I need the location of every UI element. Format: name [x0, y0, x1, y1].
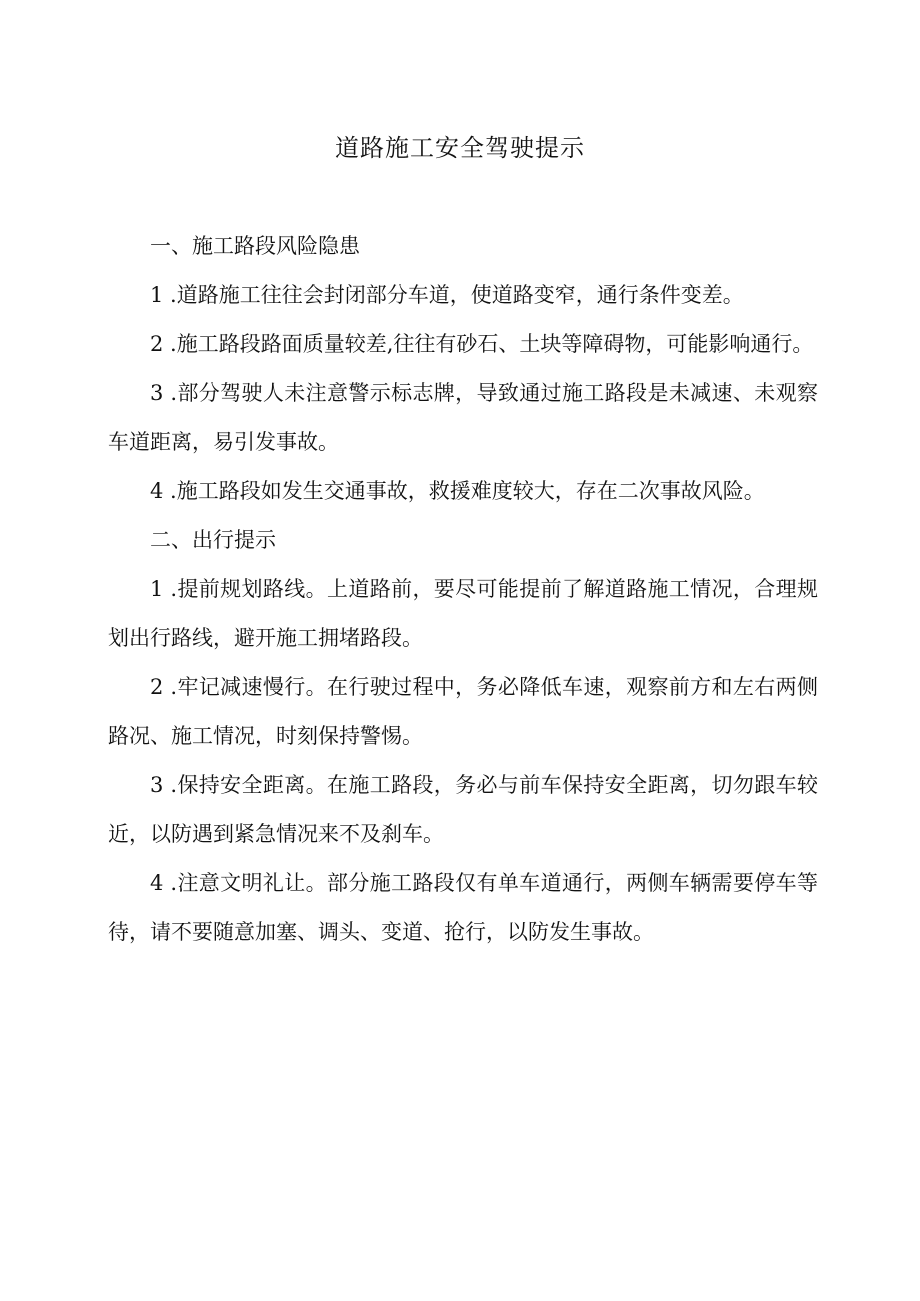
risk-item-4: 4 .施工路段如发生交通事故，救援难度较大，存在二次事故风险。 [150, 479, 765, 503]
risk-item-1: 1 .道路施工往往会封闭部分车道，使道路变窄，通行条件变差。 [150, 283, 744, 307]
tip-item-2: 2 .牢记减速慢行。在行驶过程中，务必降低车速，观察前方和左右两侧路况、施工情况，时刻保持警惕。 [108, 675, 818, 748]
section-heading-tips: 二、出行提示 [150, 528, 276, 552]
tip-item-3: 3 .保持安全距离。在施工路段，务必与前车保持安全距离，切勿跟车较近，以防遇到紧急情况来不及刹车。 [108, 773, 818, 846]
section-heading-risks: 一、施工路段风险隐患 [150, 234, 360, 258]
risk-item-3: 3 .部分驾驶人未注意警示标志牌，导致通过施工路段是未减速、未观察车道距离，易引发事故。 [108, 381, 818, 454]
tip-item-4: 4 .注意文明礼让。部分施工路段仅有单车道通行，两侧车辆需要停车等待，请不要随意加塞、调头、变道、抢行，以防发生事故。 [108, 871, 818, 944]
document-body [108, 222, 818, 957]
document-title: 道路施工安全驾驶提示 [335, 134, 585, 162]
risk-item-2: 2 .施工路段路面质量较差,往往有砂石、土块等障碍物，可能影响通行。 [150, 332, 814, 356]
tip-item-1: 1 .提前规划路线。上道路前，要尽可能提前了解道路施工情况，合理规划出行路线，避开施工拥堵路段。 [108, 577, 818, 650]
